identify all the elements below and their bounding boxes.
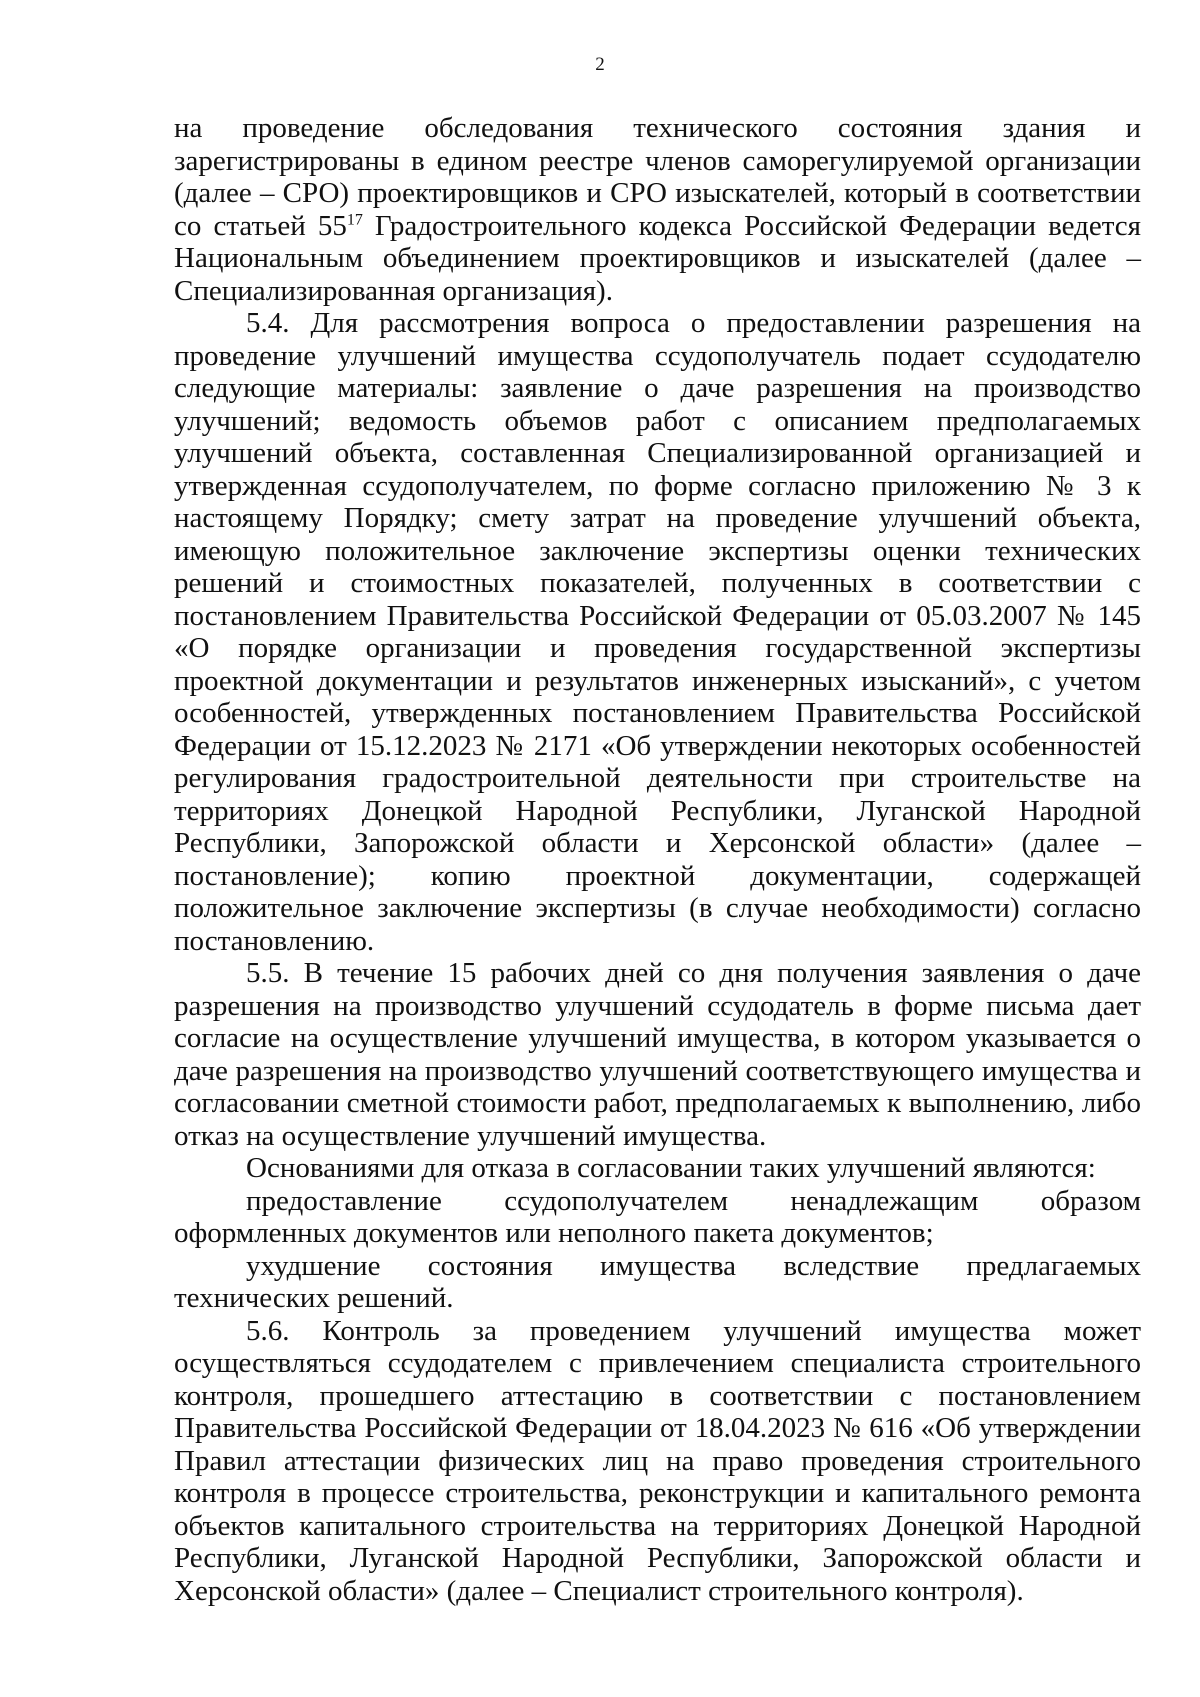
article-superscript: 17 [346, 210, 363, 228]
document-body [174, 112, 1141, 1607]
paragraph-refusal-item-1: предоставление ссудополучателем ненадлежащим образом оформленных документов или неполного пакета документов; [174, 1184, 1141, 1249]
paragraph-5-5: 5.5. В течение 15 рабочих дней со дня получения заявления о даче разрешения на производство улучшений ссудодатель в форме письма дает согласие на осуществление улучшений имущества, в котором указывается о даче разрешения на производство улучшений соответствующего имущества и согласовании сметной стоимости работ, предполагаемых к выполнению, либо отказ на осуществление улучшений имущества. [174, 957, 1141, 1152]
paragraph-text: на проведение обследования технического состояния здания и зарегистрированы в едином реестре членов саморегулируемой организации (далее – СРО) проектировщиков и СРО изыскателей, который в соответствии со статьей 55 [174, 112, 1141, 242]
paragraph-5-4: 5.4. Для рассмотрения вопроса о предоставлении разрешения на проведение улучшений имущества ссудополучатель подает ссудодателю следующие материалы: заявление о даче разрешения на производство улучшений; ведомость объемов работ с описанием предполагаемых улучшений объекта, составленная Специализированной организацией и утвержденная ссудополучателем, по форме согласно приложению № 3 к настоящему Порядку; смету затрат на проведение улучшений объекта, имеющую положительное заключение экспертизы оценки технических решений и стоимостных показателей, полученных в соответствии с постановлением Правительства Российской Федерации от 05.03.2007 № 145 «О порядке организации и проведения государственной экспертизы проектной документации и результатов инженерных изысканий», с учетом особенностей, утвержденных постановлением Правительства Российской Федерации от 15.12.2023 № 2171 «Об утверждении некоторых особенностей регулирования градостроительной деятельности при строительстве на территориях Донецкой Народной Республики, Луганской Народной Республики, Запорожской области и Херсонской области» (далее – постановление); копию проектной документации, содержащей положительное заключение экспертизы (в случае необходимости) согласно постановлению. [174, 307, 1141, 957]
paragraph-5-6: 5.6. Контроль за проведением улучшений имущества может осуществляться ссудодателем с привлечением специалиста строительного контроля, прошедшего аттестацию в соответствии с постановлением Правительства Российской Федерации от 18.04.2023 № 616 «Об утверждении Правил аттестации физических лиц на право проведения строительного контроля в процессе строительства, реконструкции и капитального ремонта объектов капитального строительства на территориях Донецкой Народной Республики, Луганской Народной Республики, Запорожской области и Херсонской области» (далее – Специалист строительного контроля). [174, 1314, 1141, 1607]
paragraph-text: Градостроительного кодекса Российской Федерации ведется Национальным объединением проектировщиков и изыскателей (далее – Специализированная организация). [174, 209, 1141, 307]
paragraph-refusal-item-2: ухудшение состояния имущества вследствие предлагаемых технических решений. [174, 1249, 1141, 1314]
paragraph-refusal-grounds: Основаниями для отказа в согласовании таких улучшений являются: [246, 1152, 1096, 1184]
paragraph-continuation [174, 112, 1141, 307]
page-number: 2 [595, 54, 605, 75]
